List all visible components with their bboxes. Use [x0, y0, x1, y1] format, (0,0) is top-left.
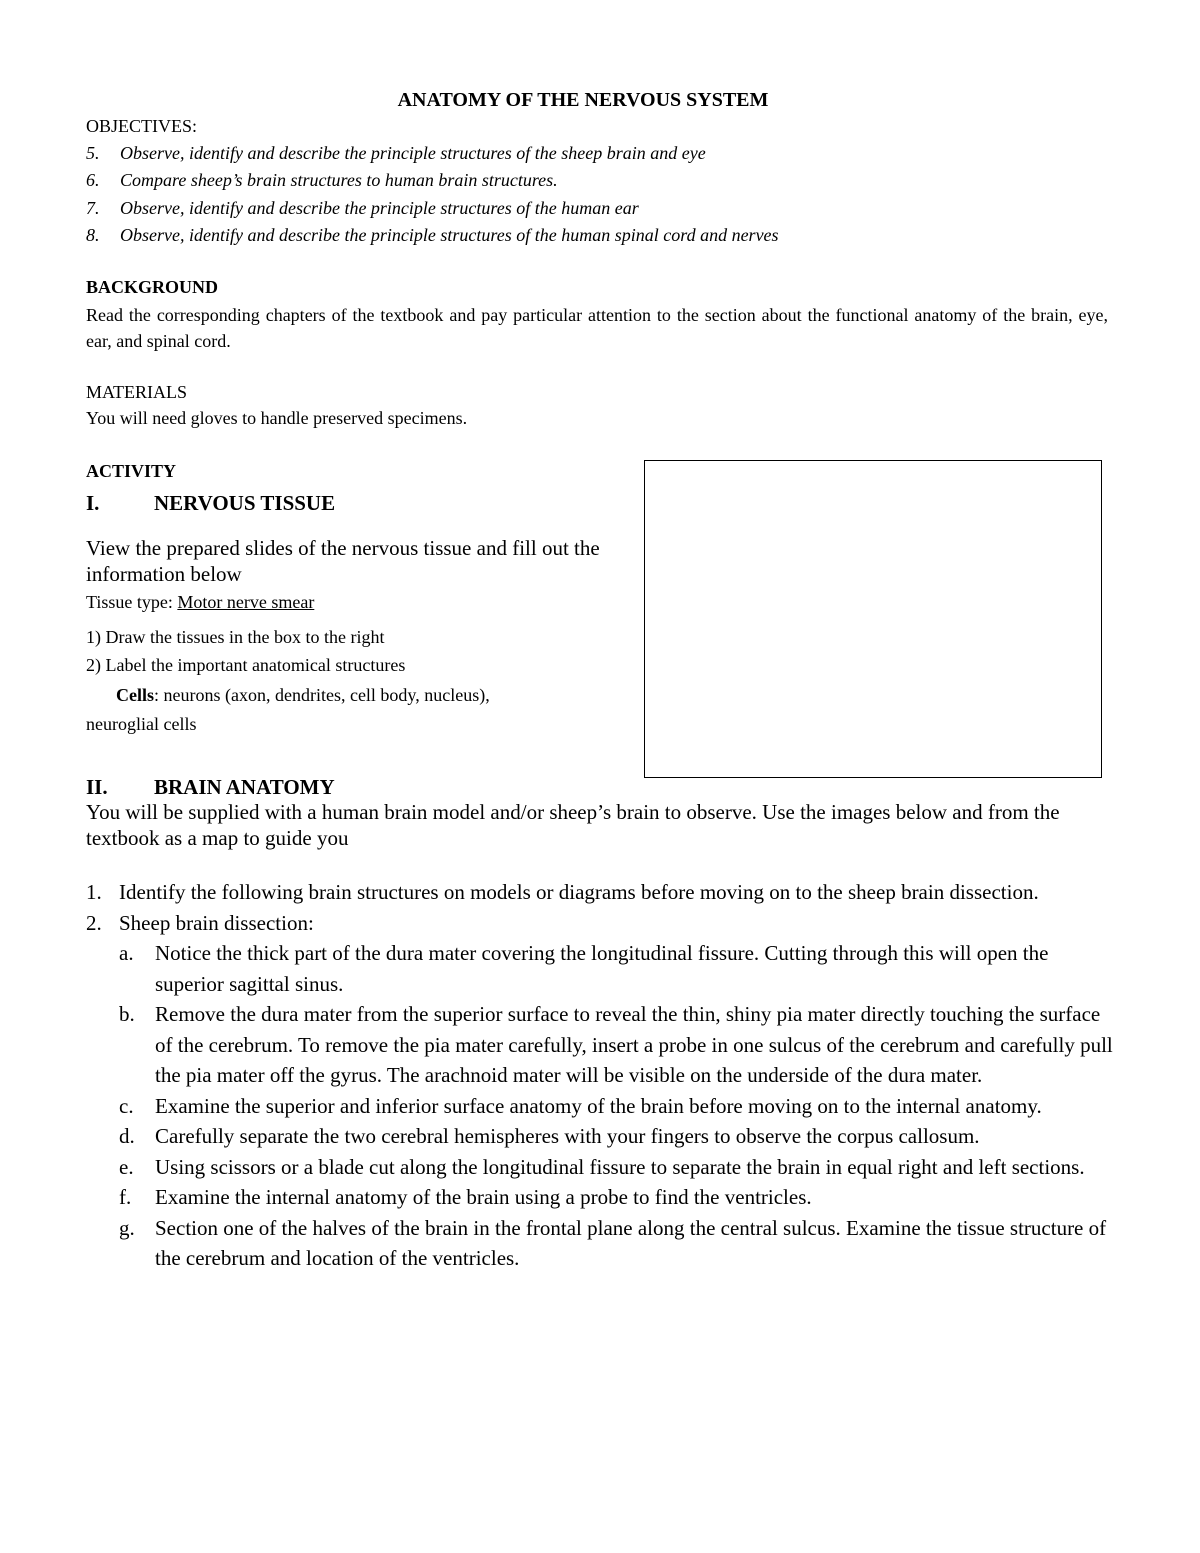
list-item — [86, 1091, 1116, 1122]
substep-letter: d. — [119, 1124, 135, 1148]
objective-item — [86, 140, 1126, 167]
list-item — [86, 938, 1116, 999]
step-number: 1. — [86, 880, 102, 904]
page-title: ANATOMY OF THE NERVOUS SYSTEM — [397, 89, 769, 111]
objective-number: 7. — [86, 197, 100, 218]
step-number: 2. — [86, 910, 102, 935]
list-item — [86, 1121, 1116, 1152]
objective-item — [86, 222, 1126, 249]
step-text: Identify the following brain structures on models or diagrams before moving on to the sheep brain dissection. — [119, 880, 1039, 904]
brain-anatomy-intro: You will be supplied with a human brain model and/or sheep’s brain to observe. Use the images below and from the textbook as a map to guide you — [86, 800, 1060, 850]
substep-text: Using scissors or a blade cut along the longitudinal fissure to separate the brain in equal right and left sections. — [155, 1154, 1085, 1179]
substep-text: Examine the internal anatomy of the brain using a probe to find the ventricles. — [155, 1185, 812, 1209]
list-item — [86, 1213, 1116, 1274]
objective-number: 5. — [86, 143, 100, 163]
objectives-list — [86, 140, 1126, 249]
section-number: I. — [86, 491, 100, 515]
substep-letter: e. — [119, 1154, 134, 1179]
tissue-type-label: Tissue type: — [86, 592, 178, 612]
cells-line — [116, 684, 490, 706]
objective-text: Observe, identify and describe the principle structures of the human ear — [120, 197, 639, 218]
cells-text: : neurons (axon, dendrites, cell body, nucleus), — [154, 685, 490, 705]
substep-text: Examine the superior and inferior surface anatomy of the brain before moving on to the internal anatomy. — [155, 1093, 1042, 1118]
substep-text: Section one of the halves of the brain in the frontal plane along the central sulcus. Examine the tissue structure of the cerebrum and location of the ventricles. — [155, 1215, 1107, 1270]
section-heading-brain-anatomy — [86, 774, 335, 800]
objective-item — [86, 167, 1126, 194]
cells-label: Cells — [116, 685, 154, 705]
cells-text-continued: neuroglial cells — [86, 714, 197, 734]
substep-text: Carefully separate the two cerebral hemispheres with your fingers to observe the corpus callosum. — [155, 1124, 980, 1148]
section-number: II. — [86, 775, 108, 799]
materials-text: You will need gloves to handle preserved specimens. — [86, 408, 468, 428]
substep-letter: g. — [119, 1215, 135, 1240]
substep-letter: b. — [119, 1002, 135, 1026]
section-title: BRAIN ANATOMY — [154, 775, 335, 799]
list-item — [86, 877, 1116, 908]
substep-text: Remove the dura mater from the superior surface to reveal the thin, shiny pia mater directly touching the surface of the cerebrum. To remove the pia mater carefully, insert a probe in one sulcus of the cerebrum and carefully pull the pia mater off the gyrus. The arachnoid mater will be visible on the underside of the dura mater. — [155, 1002, 1113, 1087]
objective-number: 6. — [86, 170, 100, 191]
dissection-steps — [86, 877, 1116, 1274]
draw-instruction: 1) Draw the tissues in the box to the right — [86, 627, 385, 647]
step-text: Sheep brain dissection: — [119, 910, 314, 935]
background-text: Read the corresponding chapters of the textbook and pay particular attention to the section about the functional anatomy of the brain, eye, ear, and spinal cord. — [86, 305, 1108, 351]
tissue-type-value: Motor nerve smear — [177, 592, 315, 612]
objective-number: 8. — [86, 224, 100, 245]
list-item — [86, 1182, 1116, 1213]
materials-heading: MATERIALS — [86, 382, 188, 402]
substep-text: Notice the thick part of the dura mater covering the longitudinal fissure. Cutting through this will open the superior sagittal sinus. — [155, 941, 1049, 996]
drawing-box[interactable] — [644, 460, 1102, 778]
objective-text: Observe, identify and describe the principle structures of the human spinal cord and nerves — [120, 224, 779, 245]
list-item — [86, 999, 1116, 1091]
section-heading-nervous-tissue — [86, 490, 335, 516]
nervous-tissue-intro: View the prepared slides of the nervous tissue and fill out the information below — [86, 536, 600, 586]
objective-text: Observe, identify and describe the principle structures of the sheep brain and eye — [120, 143, 706, 163]
substep-letter: c. — [119, 1093, 134, 1118]
activity-heading: ACTIVITY — [86, 461, 177, 481]
objective-item — [86, 195, 1126, 222]
list-item — [86, 1152, 1116, 1183]
section-title: NERVOUS TISSUE — [154, 491, 336, 515]
objective-text: Compare sheep’s brain structures to human brain structures. — [120, 170, 558, 191]
list-item — [86, 908, 1116, 939]
tissue-type-line — [86, 591, 314, 613]
objectives-heading: OBJECTIVES: — [86, 116, 198, 136]
substep-letter: a. — [119, 941, 134, 965]
background-heading: BACKGROUND — [86, 277, 219, 297]
substep-letter: f. — [119, 1185, 132, 1209]
label-instruction: 2) Label the important anatomical structures — [86, 655, 406, 675]
